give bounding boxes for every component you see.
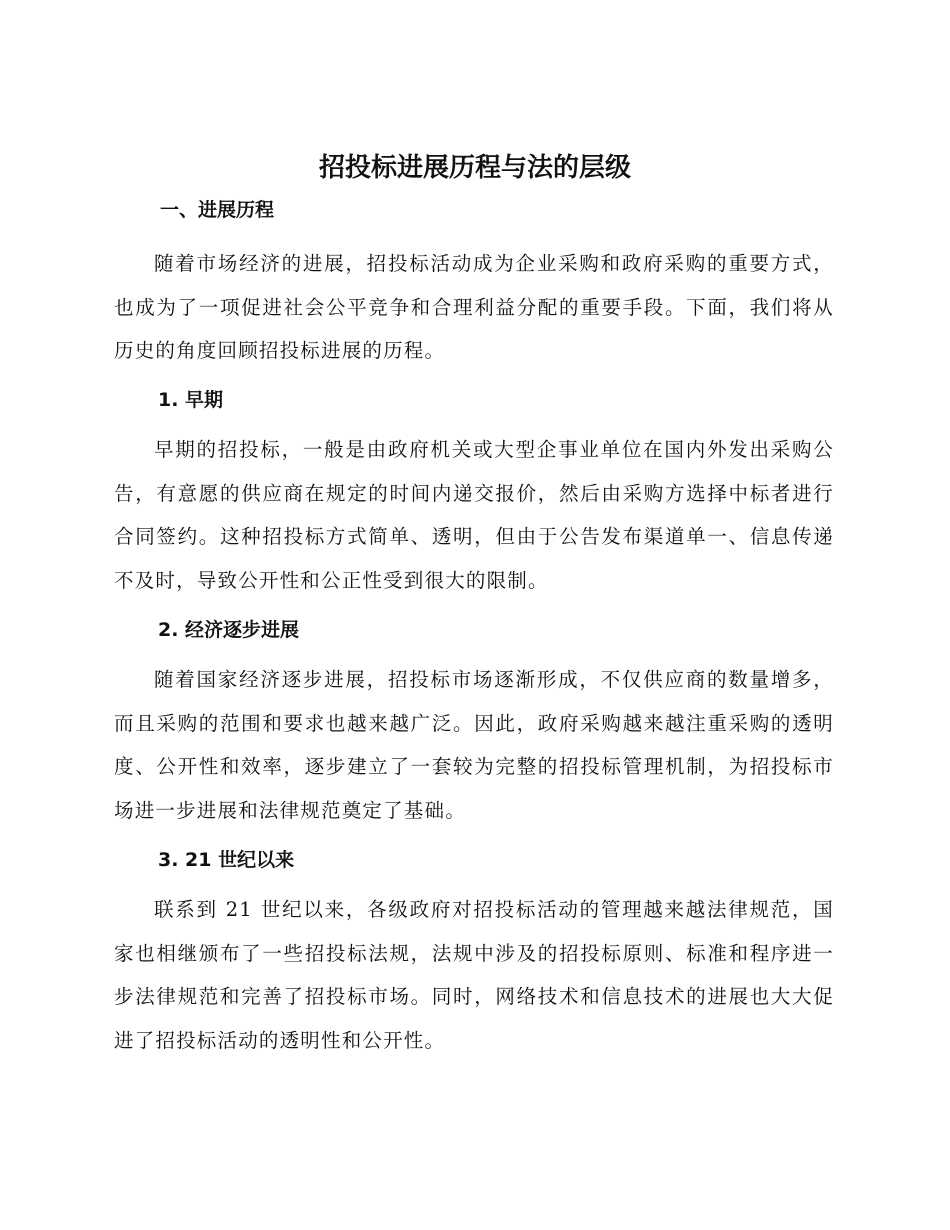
subsection-heading-21st-century: 3. 21 世纪以来 (158, 849, 295, 871)
subsection-heading-economy: 2. 经济逐步进展 (158, 619, 300, 641)
subsection-heading-early: 1. 早期 (158, 389, 224, 411)
intro-paragraph: 随着市场经济的进展，招投标活动成为企业采购和政府采购的重要方式，也成为了一项促进社会公平竞争和合理利益分配的重要手段。下面，我们将从历史的角度回顾招投标进展的历程。 (114, 252, 834, 362)
subsection-body-early: 早期的招投标，一般是由政府机关或大型企事业单位在国内外发出采购公告，有意愿的供应商在规定的时间内递交报价，然后由采购方选择中标者进行合同签约。这种招投标方式简单、透明，但由于公告发布渠道单一、信息传递不及时，导致公开性和公正性受到很大的限制。 (114, 438, 834, 592)
document-title: 招投标进展历程与法的层级 (318, 153, 631, 183)
subsection-body-21st-century: 联系到 21 世纪以来，各级政府对招投标活动的管理越来越法律规范，国家也相继颁布了一些招投标法规，法规中涉及的招投标原则、标准和程序进一步法律规范和完善了招投标市场。同时，网络技术和信息技术的进展也大大促进了招投标活动的透明性和公开性。 (114, 898, 834, 1052)
subsection-body-economy: 随着国家经济逐步进展，招投标市场逐渐形成，不仅供应商的数量增多，而且采购的范围和要求也越来越广泛。因此，政府采购越来越注重采购的透明度、公开性和效率，逐步建立了一套较为完整的招投标管理机制，为招投标市场进一步进展和法律规范奠定了基础。 (114, 668, 834, 822)
section-heading: 一、进展历程 (160, 199, 275, 221)
